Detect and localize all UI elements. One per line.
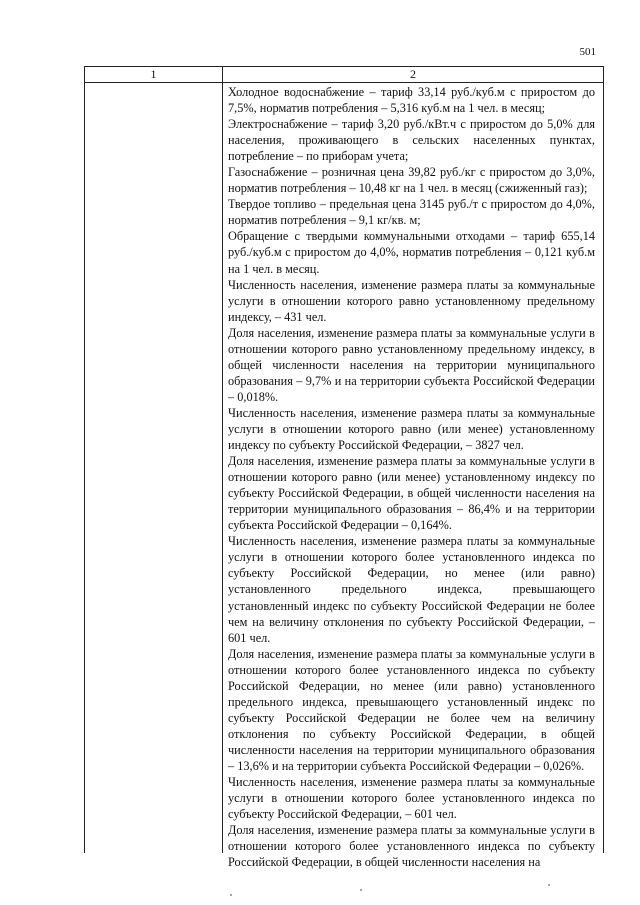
paragraph-population-equal-limit: Численность населения, изменение размера платы за коммунальные услуги в отношении которого равно установленному предельному индексу, – 431 чел.	[228, 277, 595, 324]
paragraph-gas: Газоснабжение – розничная цена 39,82 руб./кг с приростом до 3,0%, норматив потребления – 10,48 кг на 1 чел. в месяц (сжиженный газ);	[228, 165, 595, 196]
scan-speck	[548, 884, 550, 886]
data-table	[84, 66, 604, 870]
paragraph-share-equal-limit: Доля населения, изменение размера платы за коммунальные услуги в отношении которого равно установленному предельному индексу, в общей численности населения на территории муниципального образования – 9,7% и на территории субъекта Российской Федерации – 0,018%.	[228, 325, 595, 404]
paragraph-population-equal-or-less: Численность населения, изменение размера платы за коммунальные услуги в отношении которого равно (или менее) установленному индексу по субъекту Российской Федерации, – 3827 чел.	[228, 405, 595, 453]
paragraph-population-above-index: Численность населения, изменение размера платы за коммунальные услуги в отношении которого более установленного индекса по субъекту Российской Федерации, но менее (или равно) установленного предельного индекса, превышающего установленный индекс по субъекту Российской Федерации не более чем на величину отклонения по субъекту Российской Федерации, – 601 чел.	[228, 534, 595, 645]
header-col-2: 2	[410, 67, 416, 81]
scan-speck	[360, 889, 362, 891]
scan-speck	[230, 894, 232, 896]
paragraph-electricity: Электроснабжение – тариф 3,20 руб./кВт.ч с приростом до 5,0% для населения, проживающего в сельских населенных пунктах, потребление – по приборам учета;	[228, 117, 595, 164]
paragraph-share-equal-or-less: Доля населения, изменение размера платы за коммунальные услуги в отношении которого равно (или менее) установленному индексу по субъекту Российской Федерации, в общей численности населения на территории муниципального образования – 86,4% и на территории субъекта Российской Федерации – 0,164%.	[228, 454, 595, 533]
column-divider	[222, 67, 223, 853]
table-cell-content	[228, 84, 595, 870]
header-col-1: 1	[150, 67, 157, 81]
paragraph-waste: Обращение с твердыми коммунальными отходами – тариф 655,14 руб./куб.м с приростом до 4,0%, норматив потребления – 0,121 куб.м на 1 чел. в месяц.	[228, 229, 595, 276]
table-header-row	[85, 67, 603, 83]
paragraph-solid-fuel: Твердое топливо – предельная цена 3145 руб./т с приростом до 4,0%, норматив потребления – 9,1 кг/кв. м;	[228, 197, 595, 228]
paragraph-population-more-than-index: Численность населения, изменение размера платы за коммунальные услуги в отношении которого более установленного индекса по субъекту Российской Федерации, – 601 чел.	[228, 775, 595, 822]
page-number: 501	[579, 46, 596, 58]
paragraph-share-more-than-index: Доля населения, изменение размера платы за коммунальные услуги в отношении которого более установленного индекса по субъекту Российской Федерации, в общей численности населения на	[228, 823, 595, 870]
paragraph-cold-water: Холодное водоснабжение – тариф 33,14 руб./куб.м с приростом до 7,5%, норматив потребления – 5,316 куб.м на 1 чел. в месяц;	[228, 85, 595, 116]
paragraph-share-above-index: Доля населения, изменение размера платы за коммунальные услуги в отношении которого более установленного индекса по субъекту Российской Федерации, но менее (или равно) установленного предельного индекса, превышающего установленный индекс по субъекту Российской Федерации не более чем на величину отклонения по субъекту Российской Федерации, в общей численности населения на территории муниципального образования – 13,6% и на территории субъекта Российской Федерации – 0,026%.	[228, 646, 595, 773]
